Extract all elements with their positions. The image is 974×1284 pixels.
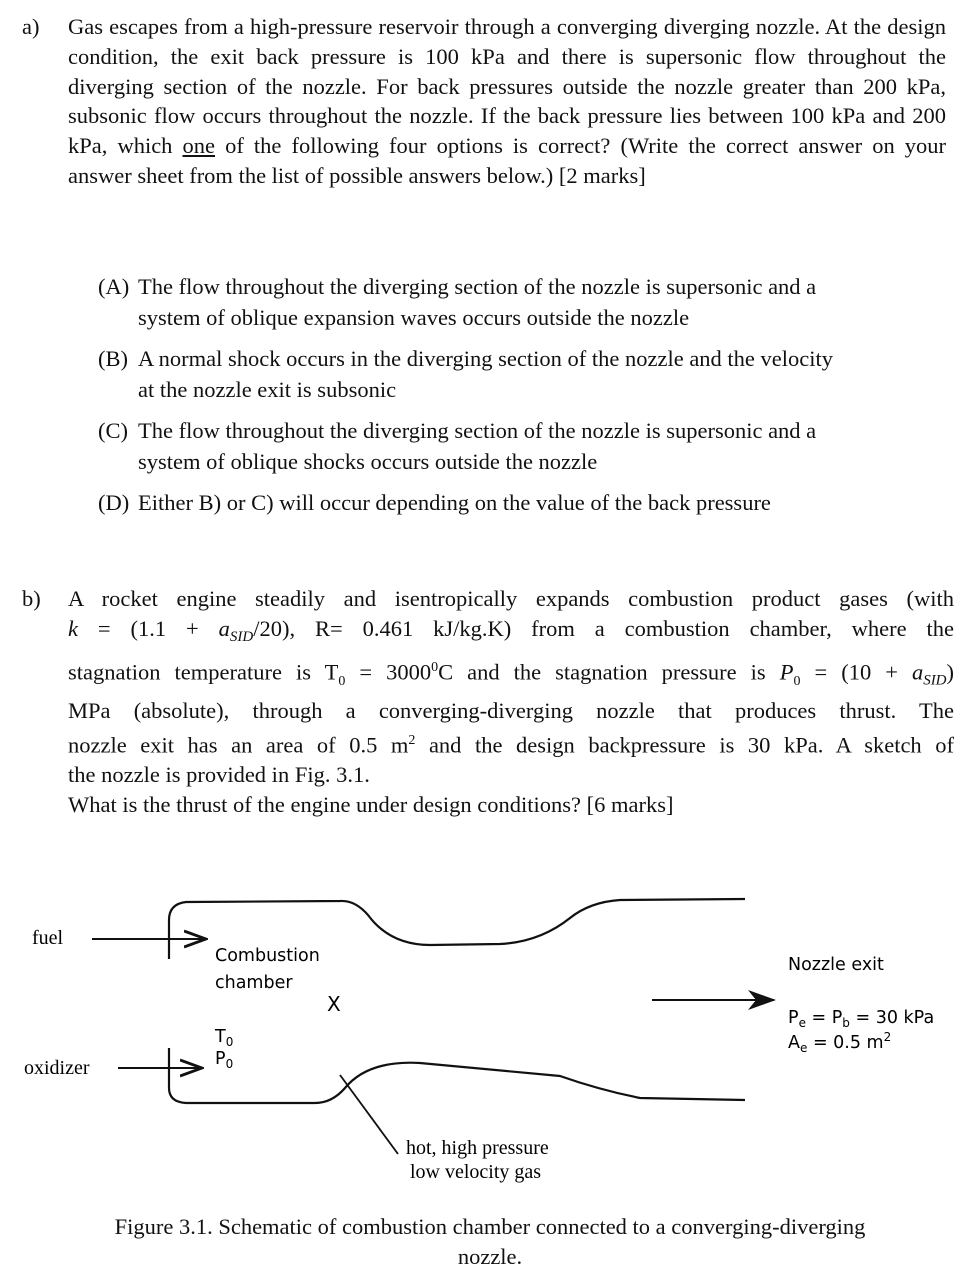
question-b-text: [68, 584, 954, 790]
chamber-label-1: Combustion: [215, 946, 320, 966]
question-a-underlined-word: one: [182, 133, 216, 159]
question-b-line6: the nozzle is provided in Fig. 3.1.: [68, 762, 370, 788]
gas-label-2: low velocity gas: [410, 1161, 542, 1183]
option-text-line1: A normal shock occurs in the diverging section of the nozzle and the velocity: [138, 346, 834, 371]
question-b-prompt: What is the thrust of the engine under design conditions? [6 marks]: [68, 792, 674, 817]
question-b-line4: MPa (absolute), through a converging-diverging nozzle that produces thrust. The: [68, 698, 954, 724]
question-b-line5: nozzle exit has an area of 0.5 $m^2$ and the design backpressure is 30 kPa. A sketch of: [68, 732, 954, 758]
nozzle-exit-label: Nozzle exit: [788, 955, 884, 975]
caption-line1: Figure 3.1. Schematic of combustion chamber connected to a converging-diverging: [114, 1214, 866, 1239]
option-text-line1: Either B) or C) will occur depending on the value of the back pressure: [138, 490, 771, 515]
figure-caption: [40, 1212, 940, 1272]
option-text-line1: The flow throughout the diverging section of the nozzle is supersonic and a: [138, 418, 817, 443]
option-label: (C): [98, 418, 128, 443]
exit-area-label: $A_e = 0.5$ $m^2$: [788, 1030, 892, 1055]
option-text-line2: at the nozzle exit is subsonic: [138, 376, 397, 402]
fuel-label: fuel: [32, 927, 64, 949]
exit-pressure-label: $P_e = P_b = 30$ kPa: [788, 1008, 935, 1030]
option-text-line1: The flow throughout the diverging section of the nozzle is supersonic and a: [138, 274, 817, 299]
question-b-line1: A rocket engine steadily and isentropically expands combustion product gases (with: [68, 586, 954, 611]
question-a-text: [68, 12, 946, 191]
caption-line2: nozzle.: [457, 1244, 523, 1269]
question-a-label: a): [22, 14, 40, 39]
gas-leader-line: [340, 1075, 398, 1154]
chamber-lower-wall: [169, 1048, 745, 1103]
question-b-line2: $k = (1.1 + a_{SID}/20)$, R= 0.461 kJ/kg.K) from a combustion chamber, where the: [68, 615, 955, 645]
gas-label-1: hot, high pressure: [406, 1137, 549, 1159]
option-text-line2: system of oblique shocks occurs outside the nozzle: [138, 448, 598, 474]
oxidizer-label: oxidizer: [24, 1057, 90, 1079]
option-d: [98, 488, 940, 519]
question-a-body-end: of the following four options is correct? (Write the correct answer on your answer sheet from the list of possible answers below.) [2 marks]: [68, 133, 947, 188]
option-label: (D): [98, 490, 130, 515]
chamber-label-2: chamber: [215, 973, 293, 993]
question-b-label: b): [22, 586, 41, 611]
question-b-line3: stagnation temperature is $T_0 = 3000^0C$ and the stagnation pressure is $P_0 = (10 + a_{SID})$: [68, 659, 955, 689]
option-a: [98, 272, 940, 333]
option-label: (A): [98, 274, 130, 299]
x-mark: X: [327, 992, 341, 1016]
t0-label: $T_0$: [215, 1027, 234, 1049]
k-symbol: k: [68, 615, 78, 641]
option-c: [98, 416, 940, 477]
nozzle-schematic: [0, 880, 974, 1200]
question-a-body: Gas escapes from a high-pressure reservoir through a converging diverging nozzle. At the design condition, the exit back pressure is 100 kPa and there is supersonic flow throughout the diverging section of the nozzle. For back pressures outside the nozzle greater than 200 kPa, subsonic flow occurs throughout the nozzle. If the back pressure lies between 100 kPa and 200 kPa, which: [68, 14, 946, 159]
option-label: (B): [98, 346, 128, 371]
p0-label: $P_0$: [215, 1049, 234, 1071]
option-b: [98, 344, 940, 405]
option-text-line2: system of oblique expansion waves occurs outside the nozzle: [138, 304, 690, 330]
